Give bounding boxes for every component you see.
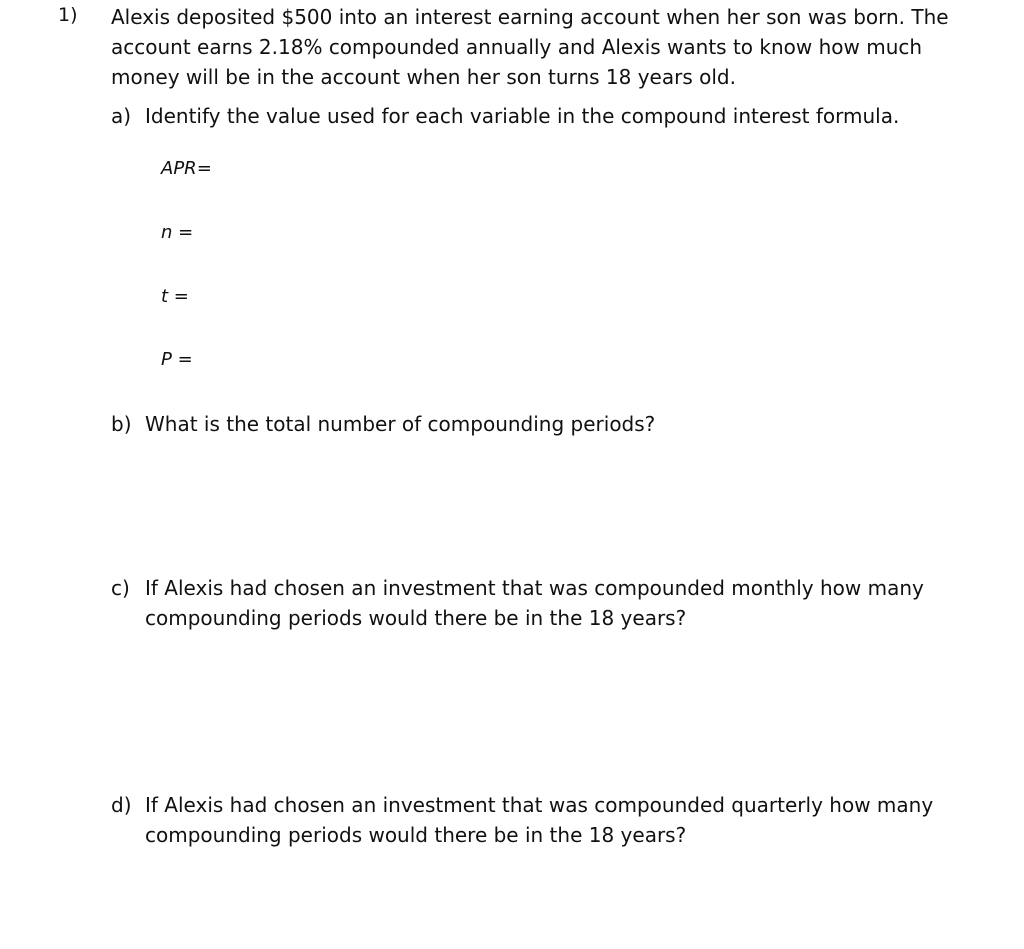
part-d — [111, 790, 933, 850]
part-a-text: Identify the value used for each variable in the compound interest formula. — [145, 104, 900, 128]
part-c-label: c) — [111, 576, 130, 600]
part-c-line: If Alexis had chosen an investment that was compounded monthly how many — [145, 576, 924, 600]
stem-line: account earns 2.18% compounded annually and Alexis wants to know how much — [111, 35, 923, 59]
part-d-line: If Alexis had chosen an investment that was compounded quarterly how many — [145, 793, 934, 817]
equals-sign: = — [171, 349, 193, 370]
variable-p — [161, 348, 193, 372]
part-b — [111, 409, 655, 439]
variable-n — [161, 221, 193, 245]
variable-name: t — [161, 286, 169, 307]
part-c-line: compounding periods would there be in the 18 years? — [145, 606, 687, 630]
variable-name: n — [161, 222, 173, 243]
equals-sign: = — [172, 222, 194, 243]
part-d-line: compounding periods would there be in the 18 years? — [145, 823, 687, 847]
part-a-label: a) — [111, 104, 132, 128]
variable-name: P — [161, 349, 172, 370]
part-b-label: b) — [111, 412, 132, 436]
equals-sign: = — [196, 158, 212, 179]
variable-t — [161, 285, 189, 309]
variable-name: APR — [161, 158, 197, 179]
part-b-text: What is the total number of compounding periods? — [145, 412, 656, 436]
variable-apr — [161, 157, 212, 181]
part-d-label: d) — [111, 793, 132, 817]
question-number: 1) — [58, 4, 78, 26]
equals-sign: = — [168, 286, 189, 307]
question-stem — [111, 2, 949, 92]
part-c — [111, 573, 924, 633]
stem-line: money will be in the account when her son turns 18 years old. — [111, 65, 736, 89]
part-a — [111, 101, 899, 131]
stem-line: Alexis deposited $500 into an interest earning account when her son was born. The — [111, 5, 949, 29]
